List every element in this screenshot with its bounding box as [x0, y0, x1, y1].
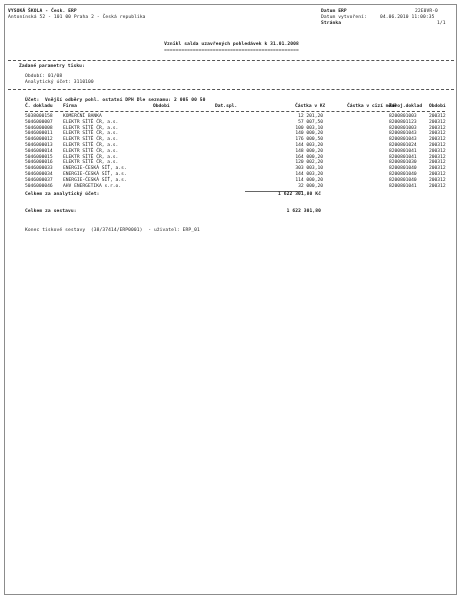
params-period: Období: 01/08	[25, 74, 63, 79]
doc-number-cell: 5046000033	[25, 166, 53, 172]
source-doc-cell: 8200801041	[389, 183, 417, 189]
firm-cell: ELEKTR SÍTĚ ČR, a.s.	[63, 119, 119, 125]
mark-cell: 200312	[429, 172, 446, 177]
firm-cell: ELEKTR SÍTĚ ČR, a.s.	[63, 154, 119, 160]
params-heading: Zadané parametry tisku:	[19, 64, 85, 69]
source-doc-cell: 8200801024	[389, 143, 417, 148]
firm-cell: ELEKTR SÍTĚ ČR, a.s.	[63, 137, 119, 143]
mark-cell: 200312	[429, 119, 446, 125]
source-doc-cell: 8200801043	[389, 131, 417, 137]
doc-number-cell: 5046000037	[25, 177, 53, 183]
amount-cell: 164 000,20	[295, 154, 323, 160]
org-name: VYSOKÁ ŠKOLA - Česk. ERP	[8, 9, 77, 14]
doc-number-cell: 5046000012	[25, 137, 53, 143]
doc-number-cell: 5046000013	[25, 143, 53, 148]
grand-total-value: 1 622 301,80	[286, 209, 321, 214]
firm-cell: ELEKTR SÍTĚ ČR, a.s.	[63, 143, 119, 148]
mark-cell: 200312	[429, 125, 446, 131]
amount-cell: 100 003,10	[295, 125, 323, 131]
mark-cell: 200312	[429, 154, 446, 160]
source-doc-cell: 8200801123	[389, 119, 417, 125]
firm-cell: ELEKTR SÍTĚ ČR, a.s.	[63, 148, 119, 154]
org-address: Antonínská 52 - 101 00 Praha 2 - Česká republika	[8, 15, 146, 20]
page-number: 1/1	[437, 21, 446, 26]
firm-cell: ELEKTR SÍTĚ ČR, a.s.	[63, 160, 119, 166]
col-period: Období	[153, 104, 170, 109]
firm-cell: ENERGIE-ČESKÁ SÍŤ, a.s.	[63, 166, 127, 172]
report-page	[4, 4, 457, 595]
doc-number-cell: 5046000015	[25, 154, 53, 160]
mark-cell: 200312	[429, 183, 446, 189]
source-doc-cell: 8200801041	[389, 154, 417, 160]
firm-cell: ENERGIE-ČESKÁ SÍŤ, a.s.	[63, 172, 127, 177]
source-doc-cell: 8200801003	[389, 114, 417, 119]
amount-cell: 176 000,50	[295, 137, 323, 143]
firm-cell: ELEKTR SÍTĚ ČR, a.s.	[63, 125, 119, 131]
amount-cell: 114 000,20	[295, 177, 323, 183]
source-doc-cell: 8200801041	[389, 148, 417, 154]
source-doc-cell: 8200801040	[389, 166, 417, 172]
amount-cell: 32 000,20	[298, 183, 323, 189]
table-section-title: Účet: Vnější odběry pohl. ostatní DPH Dle seznamu: 2 005 00 50	[25, 98, 206, 103]
firm-cell: ELEKTR SÍTĚ ČR, a.s.	[63, 131, 119, 137]
separator	[8, 89, 454, 90]
doc-number-cell: 5046000011	[25, 131, 53, 137]
firm-cell: ENERGIE-ČESKÁ SÍŤ, a.s.	[63, 177, 127, 183]
mark-cell: 200312	[429, 160, 446, 166]
table-header	[25, 104, 445, 110]
report-title-underline: ===============================================	[164, 48, 299, 53]
mark-cell: 200312	[429, 143, 446, 148]
grand-total-label: Celkem za sestavu:	[25, 209, 77, 214]
date-value: 04.06.2010 11:00:35	[380, 15, 435, 20]
col-amount: Částka v Kč	[295, 104, 326, 109]
mark-cell: 200312	[429, 114, 446, 119]
amount-cell: 148 000,20	[295, 148, 323, 154]
mark-cell: 200312	[429, 131, 446, 137]
source-doc-cell: 8200801003	[389, 125, 417, 131]
separator	[8, 60, 454, 61]
subtotal-value: 1 622 301,80 Kč	[278, 192, 321, 197]
doc-number-cell: 5046000016	[25, 160, 53, 166]
doc-number-cell: 5046000014	[25, 148, 53, 154]
amount-cell: 57 007,50	[298, 119, 323, 125]
amount-cell: 303 003,10	[295, 166, 323, 172]
date-label: Datum vytvoření:	[321, 15, 367, 20]
system-code: 22E0VR-0	[415, 9, 438, 14]
source-doc-cell: 8200801043	[389, 137, 417, 143]
firm-cell: KOMERČNÍ BANKA	[63, 114, 102, 119]
report-title: Vznikl salda uzavřených pohledávek k 31.01.2008	[164, 42, 299, 47]
subtotal-label: Celkem za analytický účet:	[25, 192, 100, 197]
mark-cell: 200312	[429, 137, 446, 143]
amount-cell: 120 002,20	[295, 160, 323, 166]
col-source-doc: Zdroj.doklad	[389, 104, 423, 109]
params-account: Analytický účet: 3110100	[25, 80, 94, 85]
col-firm: Firma	[63, 104, 77, 109]
source-doc-cell: 8200801030	[389, 160, 417, 166]
source-doc-cell: 8200801040	[389, 172, 417, 177]
amount-cell: 144 003,20	[295, 143, 323, 148]
mark-cell: 200312	[429, 148, 446, 154]
amount-cell: 140 000,20	[295, 131, 323, 137]
firm-cell: AHV ENERGETIKA s.r.o.	[63, 183, 122, 189]
col-due-date: Dat.spl.	[215, 104, 238, 109]
amount-cell: 12 201,20	[298, 114, 323, 119]
col-mark: Období	[429, 104, 446, 109]
col-doc-no: Č. dokladu	[25, 104, 53, 109]
doc-number-cell: 5046000008	[25, 125, 53, 131]
doc-number-cell: 5046000007	[25, 119, 53, 125]
header-underline	[25, 111, 445, 112]
doc-number-cell: 5046000046	[25, 183, 53, 189]
system-label: Datum ERP	[321, 9, 347, 14]
amount-cell: 144 003,20	[295, 172, 323, 177]
doc-number-cell: 5046000034	[25, 172, 53, 177]
doc-number-cell: 5038000158	[25, 114, 53, 119]
table-row	[25, 184, 445, 190]
col-amount-foreign: Částka v cizí měně	[347, 104, 397, 109]
mark-cell: 200312	[429, 177, 446, 183]
source-doc-cell: 8200801040	[389, 177, 417, 183]
mark-cell: 200312	[429, 166, 446, 172]
footer-note: Konec tiskové sestavy (38/37414/ERP0001) - uživatel: ERP_01	[25, 228, 200, 233]
page-label: Stránka	[321, 21, 342, 26]
